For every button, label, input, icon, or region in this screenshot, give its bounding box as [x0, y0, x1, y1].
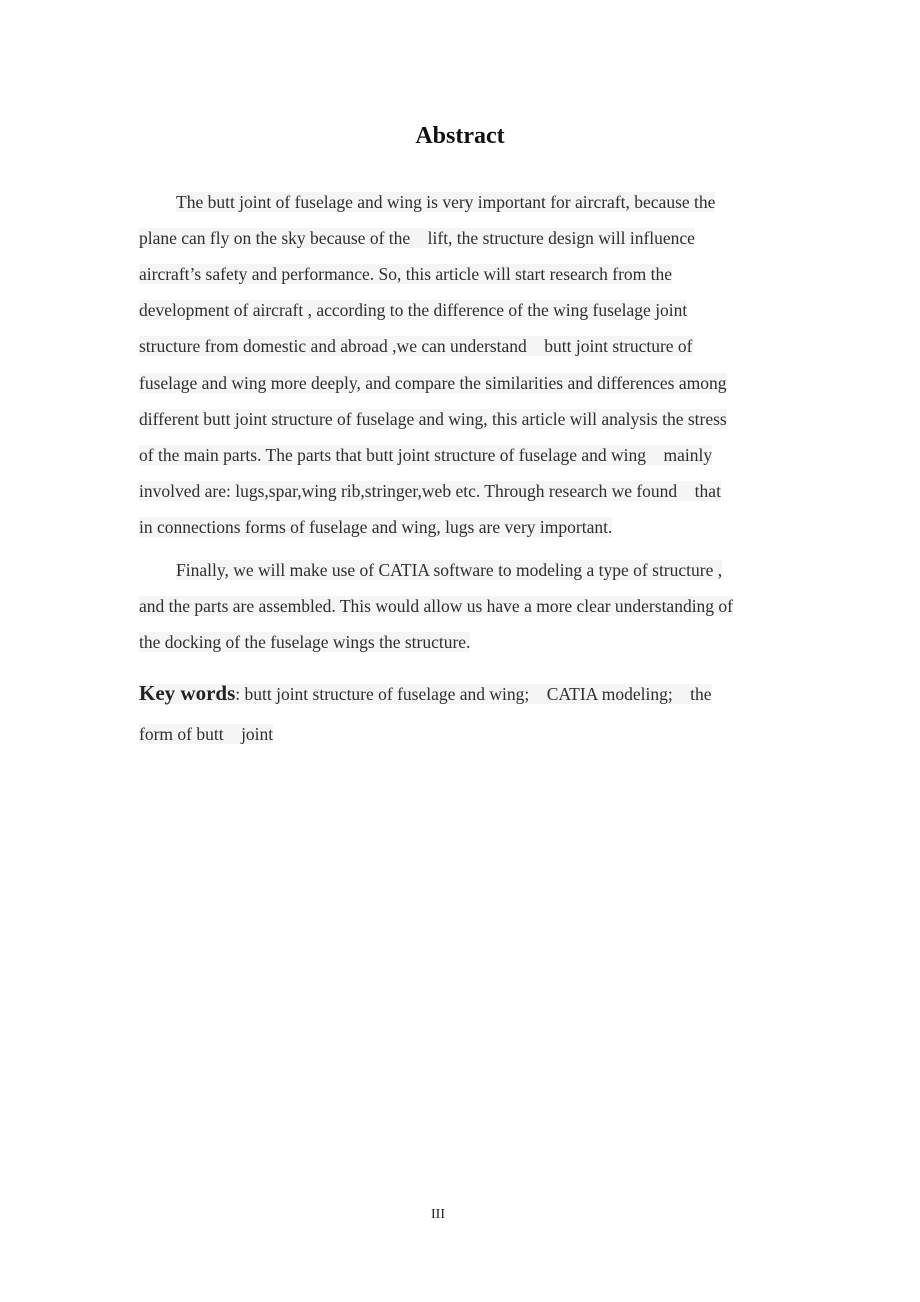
paragraph-line: fuselage and wing more deeply, and compare the similarities and differences among — [139, 373, 727, 393]
paragraph-line: structure from domestic and abroad ,we can understand butt joint structure of — [139, 336, 693, 356]
paragraph-line: involved are: lugs,spar,wing rib,stringer,web etc. Through research we found that — [139, 481, 721, 501]
keywords-line — [139, 678, 712, 708]
keywords-text: form of butt joint — [139, 724, 274, 744]
paragraph-line: plane can fly on the sky because of the lift, the structure design will influence — [139, 228, 695, 248]
page-number: III — [431, 1207, 445, 1222]
paragraph-line: The butt joint of fuselage and wing is very important for aircraft, because the — [176, 192, 716, 212]
paragraph-line: aircraft’s safety and performance. So, this article will start research from the — [139, 264, 673, 284]
paragraph-line: Finally, we will make use of CATIA software to modeling a type of structure , — [176, 560, 723, 580]
paragraph-line: in connections forms of fuselage and wing, lugs are very important. — [139, 517, 613, 537]
paragraph-line: and the parts are assembled. This would allow us have a more clear understanding of — [139, 596, 734, 616]
paragraph-line: development of aircraft , according to the difference of the wing fuselage joint — [139, 300, 688, 320]
abstract-title: Abstract — [415, 123, 505, 149]
keywords-label: Key words — [139, 681, 236, 705]
keywords-text: : butt joint structure of fuselage and wing; CATIA modeling; the — [235, 684, 712, 704]
paragraph-line: the docking of the fuselage wings the structure. — [139, 632, 471, 652]
keywords-line — [139, 721, 273, 747]
paragraph-line: different butt joint structure of fuselage and wing, this article will analysis the stress — [139, 409, 727, 429]
paragraph-line: of the main parts. The parts that butt joint structure of fuselage and wing mainly — [139, 445, 713, 465]
